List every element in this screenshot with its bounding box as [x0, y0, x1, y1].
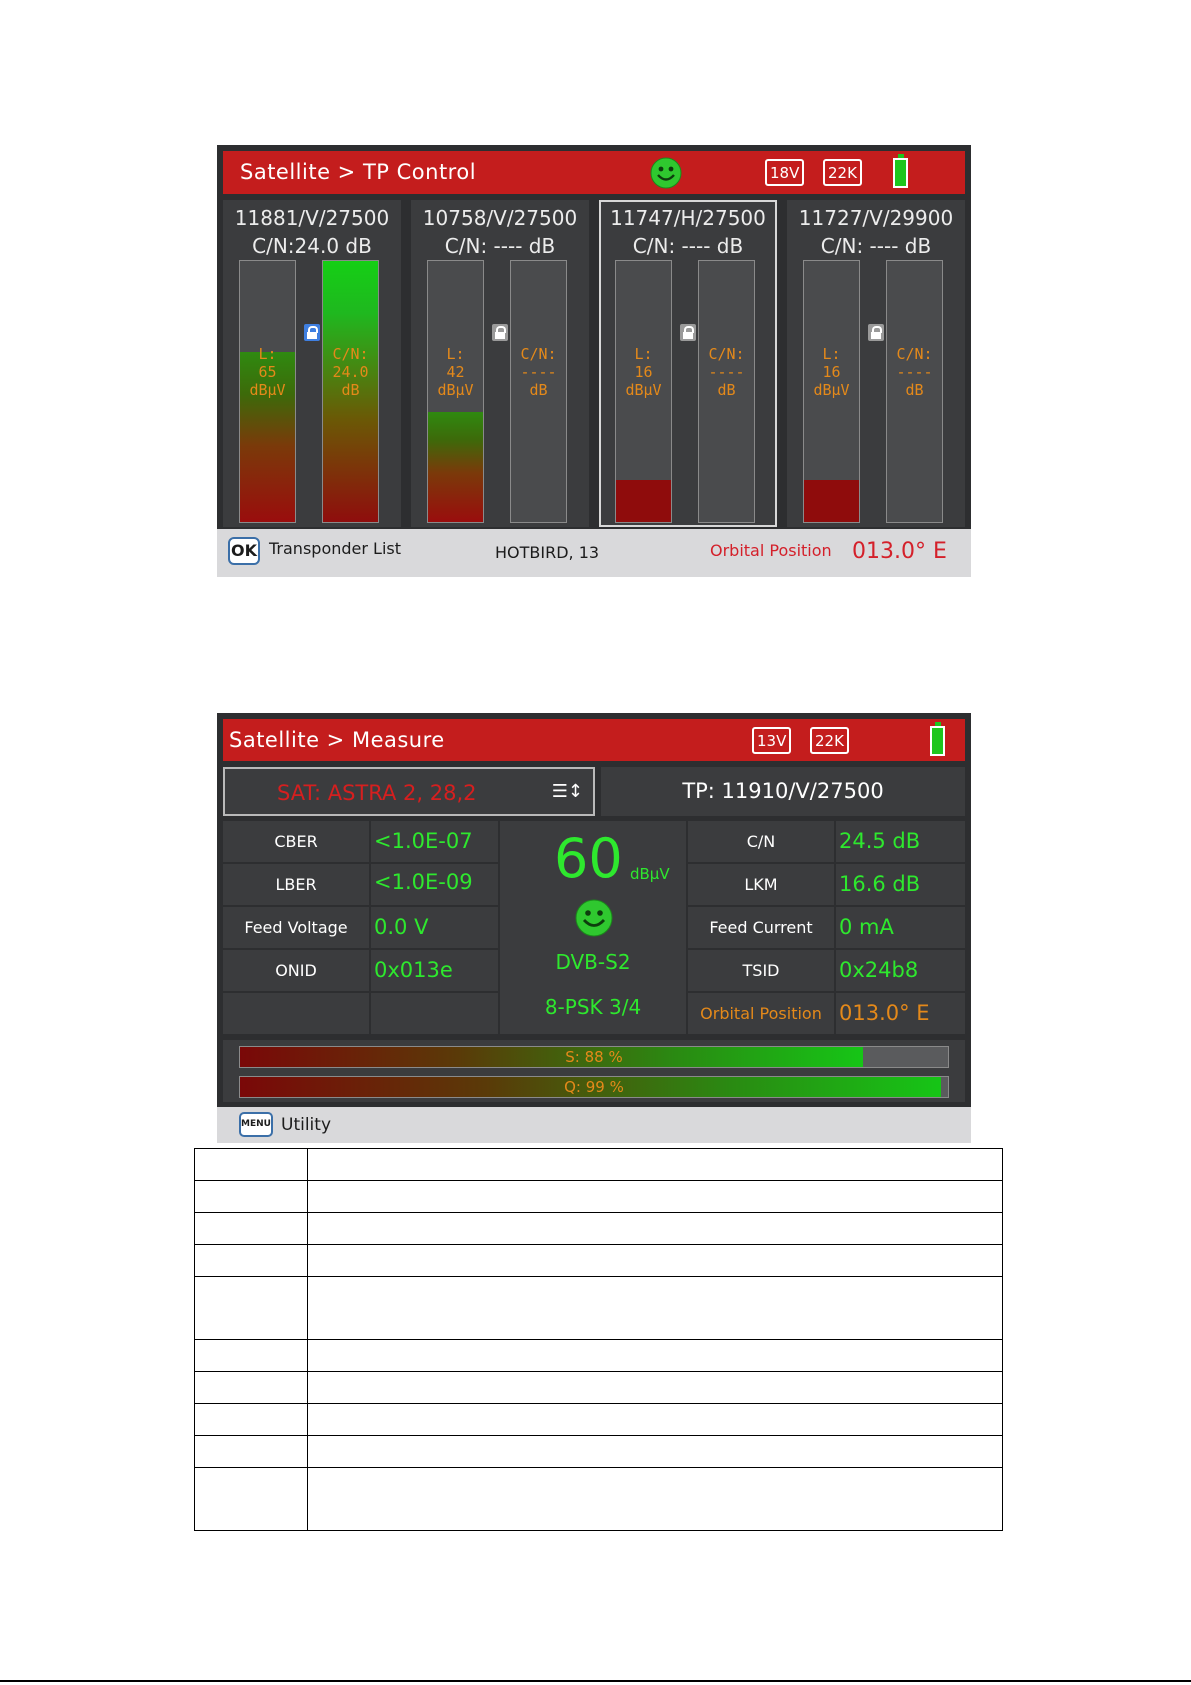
tp-cn: C/N: ---- dB	[820, 234, 932, 258]
table-row	[195, 1181, 1003, 1213]
title-bar	[223, 151, 965, 194]
onid-value: 0x013e	[371, 950, 498, 991]
level-label: L: 42 dBµV	[437, 345, 474, 399]
cn-label: C/N: ---- dB	[896, 345, 933, 399]
cn-bar	[322, 260, 379, 523]
tp-panel[interactable]	[223, 200, 401, 527]
table-row	[195, 1372, 1003, 1404]
level-label: L: 16 dBµV	[625, 345, 662, 399]
table-row	[195, 1245, 1003, 1277]
quality-meters	[223, 1040, 965, 1102]
cn-bar	[886, 260, 943, 523]
table-row	[195, 1468, 1003, 1531]
table-row	[195, 1340, 1003, 1372]
cn-bar	[698, 260, 755, 523]
table-row	[195, 1213, 1003, 1245]
tp-cn: C/N: ---- dB	[444, 234, 556, 258]
tp-cn: C/N:24.0 dB	[252, 234, 372, 258]
level-fill	[804, 480, 859, 522]
orbital-position-label: Orbital Position	[688, 993, 834, 1034]
feed-current-value: 0 mA	[836, 907, 965, 948]
satellite-select[interactable]	[223, 767, 595, 816]
list-sort-icon[interactable]: ☰↕	[551, 781, 583, 802]
level-bar	[615, 260, 672, 523]
ok-key-icon[interactable]: OK	[228, 537, 260, 565]
signal-level-unit: dBµV	[630, 865, 670, 883]
lnb-voltage-badge: 18V	[765, 159, 804, 186]
cn-label: C/N: ---- dB	[520, 345, 557, 399]
menu-key-icon[interactable]: MENU	[239, 1112, 273, 1137]
lock-icon	[492, 324, 508, 341]
satellite-name: HOTBIRD, 13	[495, 543, 600, 562]
cn-label: C/N: ---- dB	[708, 345, 745, 399]
level-bar	[427, 260, 484, 523]
tp-cn: C/N: ---- dB	[632, 234, 744, 258]
cn-label: C/N	[688, 821, 834, 862]
level-bar	[803, 260, 860, 523]
tp-frequency: 10758/V/27500	[422, 206, 578, 230]
tp-frequency: 11881/V/27500	[234, 206, 390, 230]
standard-value: DVB-S2	[555, 950, 631, 974]
table-row	[195, 1277, 1003, 1340]
quality-label: Q: 99 %	[564, 1078, 624, 1096]
feed-voltage-value: 0.0 V	[371, 907, 498, 948]
level-bar	[239, 260, 296, 523]
tsid-value: 0x24b8	[836, 950, 965, 991]
table-row	[195, 1404, 1003, 1436]
orbital-position-label: Orbital Position	[710, 541, 832, 560]
footer-bar	[217, 1107, 971, 1143]
lock-icon	[680, 324, 696, 341]
cn-value: 24.5 dB	[836, 821, 965, 862]
onid-label: ONID	[223, 950, 369, 991]
transponder-list-label[interactable]: Transponder List	[269, 539, 401, 558]
cn-label: C/N: 24.0 dB	[332, 345, 369, 399]
cn-bar	[510, 260, 567, 523]
tp-panel-selected[interactable]	[599, 200, 777, 527]
tp-frequency: 11747/H/27500	[610, 206, 766, 230]
smiley-icon	[575, 899, 613, 937]
strength-label: S: 88 %	[565, 1048, 623, 1066]
battery-icon	[893, 158, 908, 188]
measure-grid	[223, 821, 965, 1034]
tone-22k-badge: 22K	[810, 727, 849, 754]
cber-label: CBER	[223, 821, 369, 862]
level-fill	[616, 480, 671, 522]
tp-panel[interactable]	[787, 200, 965, 527]
lkm-label: LKM	[688, 864, 834, 905]
measure-screen	[217, 713, 971, 1143]
level-label: L: 65 dBµV	[249, 345, 286, 399]
transponder-box[interactable]	[601, 767, 965, 816]
satellite-select-value: SAT: ASTRA 2, 28,2	[277, 781, 477, 805]
cber-value: <1.0E-07	[371, 821, 498, 862]
lber-value: <1.0E-09	[371, 864, 498, 905]
tp-control-screen	[217, 145, 971, 577]
tone-22k-badge: 22K	[823, 159, 862, 186]
lock-icon	[304, 324, 320, 341]
signal-level-value: 60	[554, 827, 623, 890]
quality-meter	[239, 1076, 949, 1098]
feed-current-label: Feed Current	[688, 907, 834, 948]
empty-label	[223, 993, 369, 1034]
smiley-icon	[650, 157, 682, 189]
strength-meter	[239, 1046, 949, 1068]
transponder-value: TP: 11910/V/27500	[682, 779, 884, 803]
tsid-label: TSID	[688, 950, 834, 991]
tp-panel[interactable]	[411, 200, 589, 527]
lber-label: LBER	[223, 864, 369, 905]
footer-bar	[217, 529, 971, 577]
modulation-value: 8-PSK 3/4	[544, 995, 642, 1019]
orbital-position-value: 013.0° E	[836, 993, 965, 1034]
screen-title: Satellite > TP Control	[240, 160, 477, 184]
table-row	[195, 1149, 1003, 1181]
level-fill	[428, 412, 483, 522]
screen-title: Satellite > Measure	[229, 728, 445, 752]
utility-label[interactable]: Utility	[281, 1115, 332, 1135]
empty-value	[371, 993, 498, 1034]
lnb-voltage-badge: 13V	[752, 727, 791, 754]
tp-frequency: 11727/V/29900	[798, 206, 954, 230]
battery-icon	[930, 726, 945, 756]
table-row	[195, 1436, 1003, 1468]
blank-table	[194, 1148, 1003, 1531]
level-summary	[500, 821, 686, 1034]
feed-voltage-label: Feed Voltage	[223, 907, 369, 948]
title-bar	[223, 719, 965, 761]
lkm-value: 16.6 dB	[836, 864, 965, 905]
orbital-position-value: 013.0° E	[852, 539, 947, 564]
level-label: L: 16 dBµV	[813, 345, 850, 399]
page-divider	[0, 1680, 1191, 1682]
lock-icon	[868, 324, 884, 341]
